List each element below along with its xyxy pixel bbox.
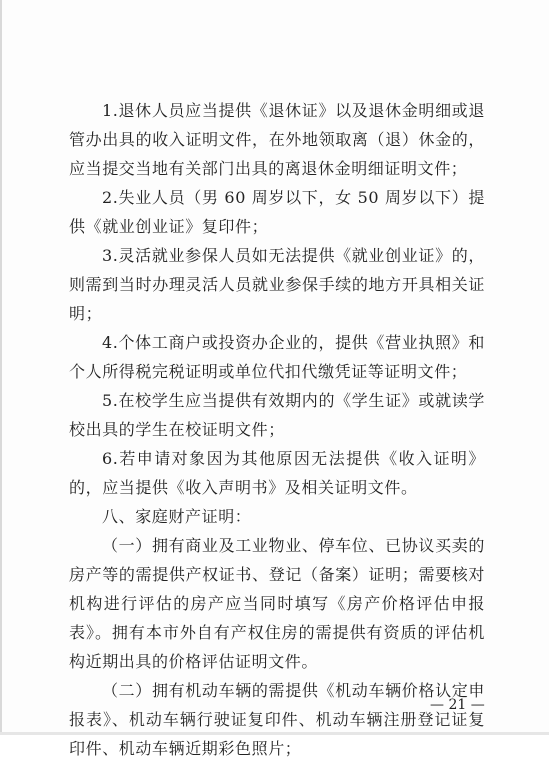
paragraph-real-estate: （一）拥有商业及工业物业、停车位、已协议买卖的房产等的需提供产权证书、登记（备案）证明；需要核对机构进行评估的房产应当同时填写《房产价格评估申报表》。拥有本市外自有产权住房的需提供有资质的评估机构近期出具的价格评估证明文件。 xyxy=(69,536,485,671)
paragraph-student: 5.在校学生应当提供有效期内的《学生证》或就读学校出具的学生在校证明文件； xyxy=(69,391,485,439)
paragraph-motor-vehicles: （二）拥有机动车辆的需提供《机动车辆价格认定申报表》、机动车辆行驶证复印件、机动车辆注册登记证复印件、机动车辆近期彩色照片； xyxy=(69,681,485,758)
document-body xyxy=(69,96,485,763)
page-number: — 21 — xyxy=(430,697,485,713)
paragraph-other-reasons: 6.若申请对象因为其他原因无法提供《收入证明》的，应当提供《收入声明书》及相关证明文件。 xyxy=(69,449,485,497)
section-heading-family-property: 八、家庭财产证明： xyxy=(102,507,252,526)
paragraph-flexible-employment: 3.灵活就业参保人员如无法提供《就业创业证》的，则需到当时办理灵活人员就业参保手续的地方开具相关证明； xyxy=(69,246,485,323)
paragraph-business-owner: 4.个体工商户或投资办企业的，提供《营业执照》和个人所得税完税证明或单位代扣代缴凭证等证明文件； xyxy=(69,333,485,381)
paragraph-unemployed: 2.失业人员（男 60 周岁以下，女 50 周岁以下）提供《就业创业证》复印件； xyxy=(69,188,485,236)
paragraph-retiree-income: 1.退休人员应当提供《退休证》以及退休金明细或退管办出具的收入证明文件，在外地领取离（退）休金的，应当提交当地有关部门出具的离退休金明细证明文件； xyxy=(69,101,485,178)
